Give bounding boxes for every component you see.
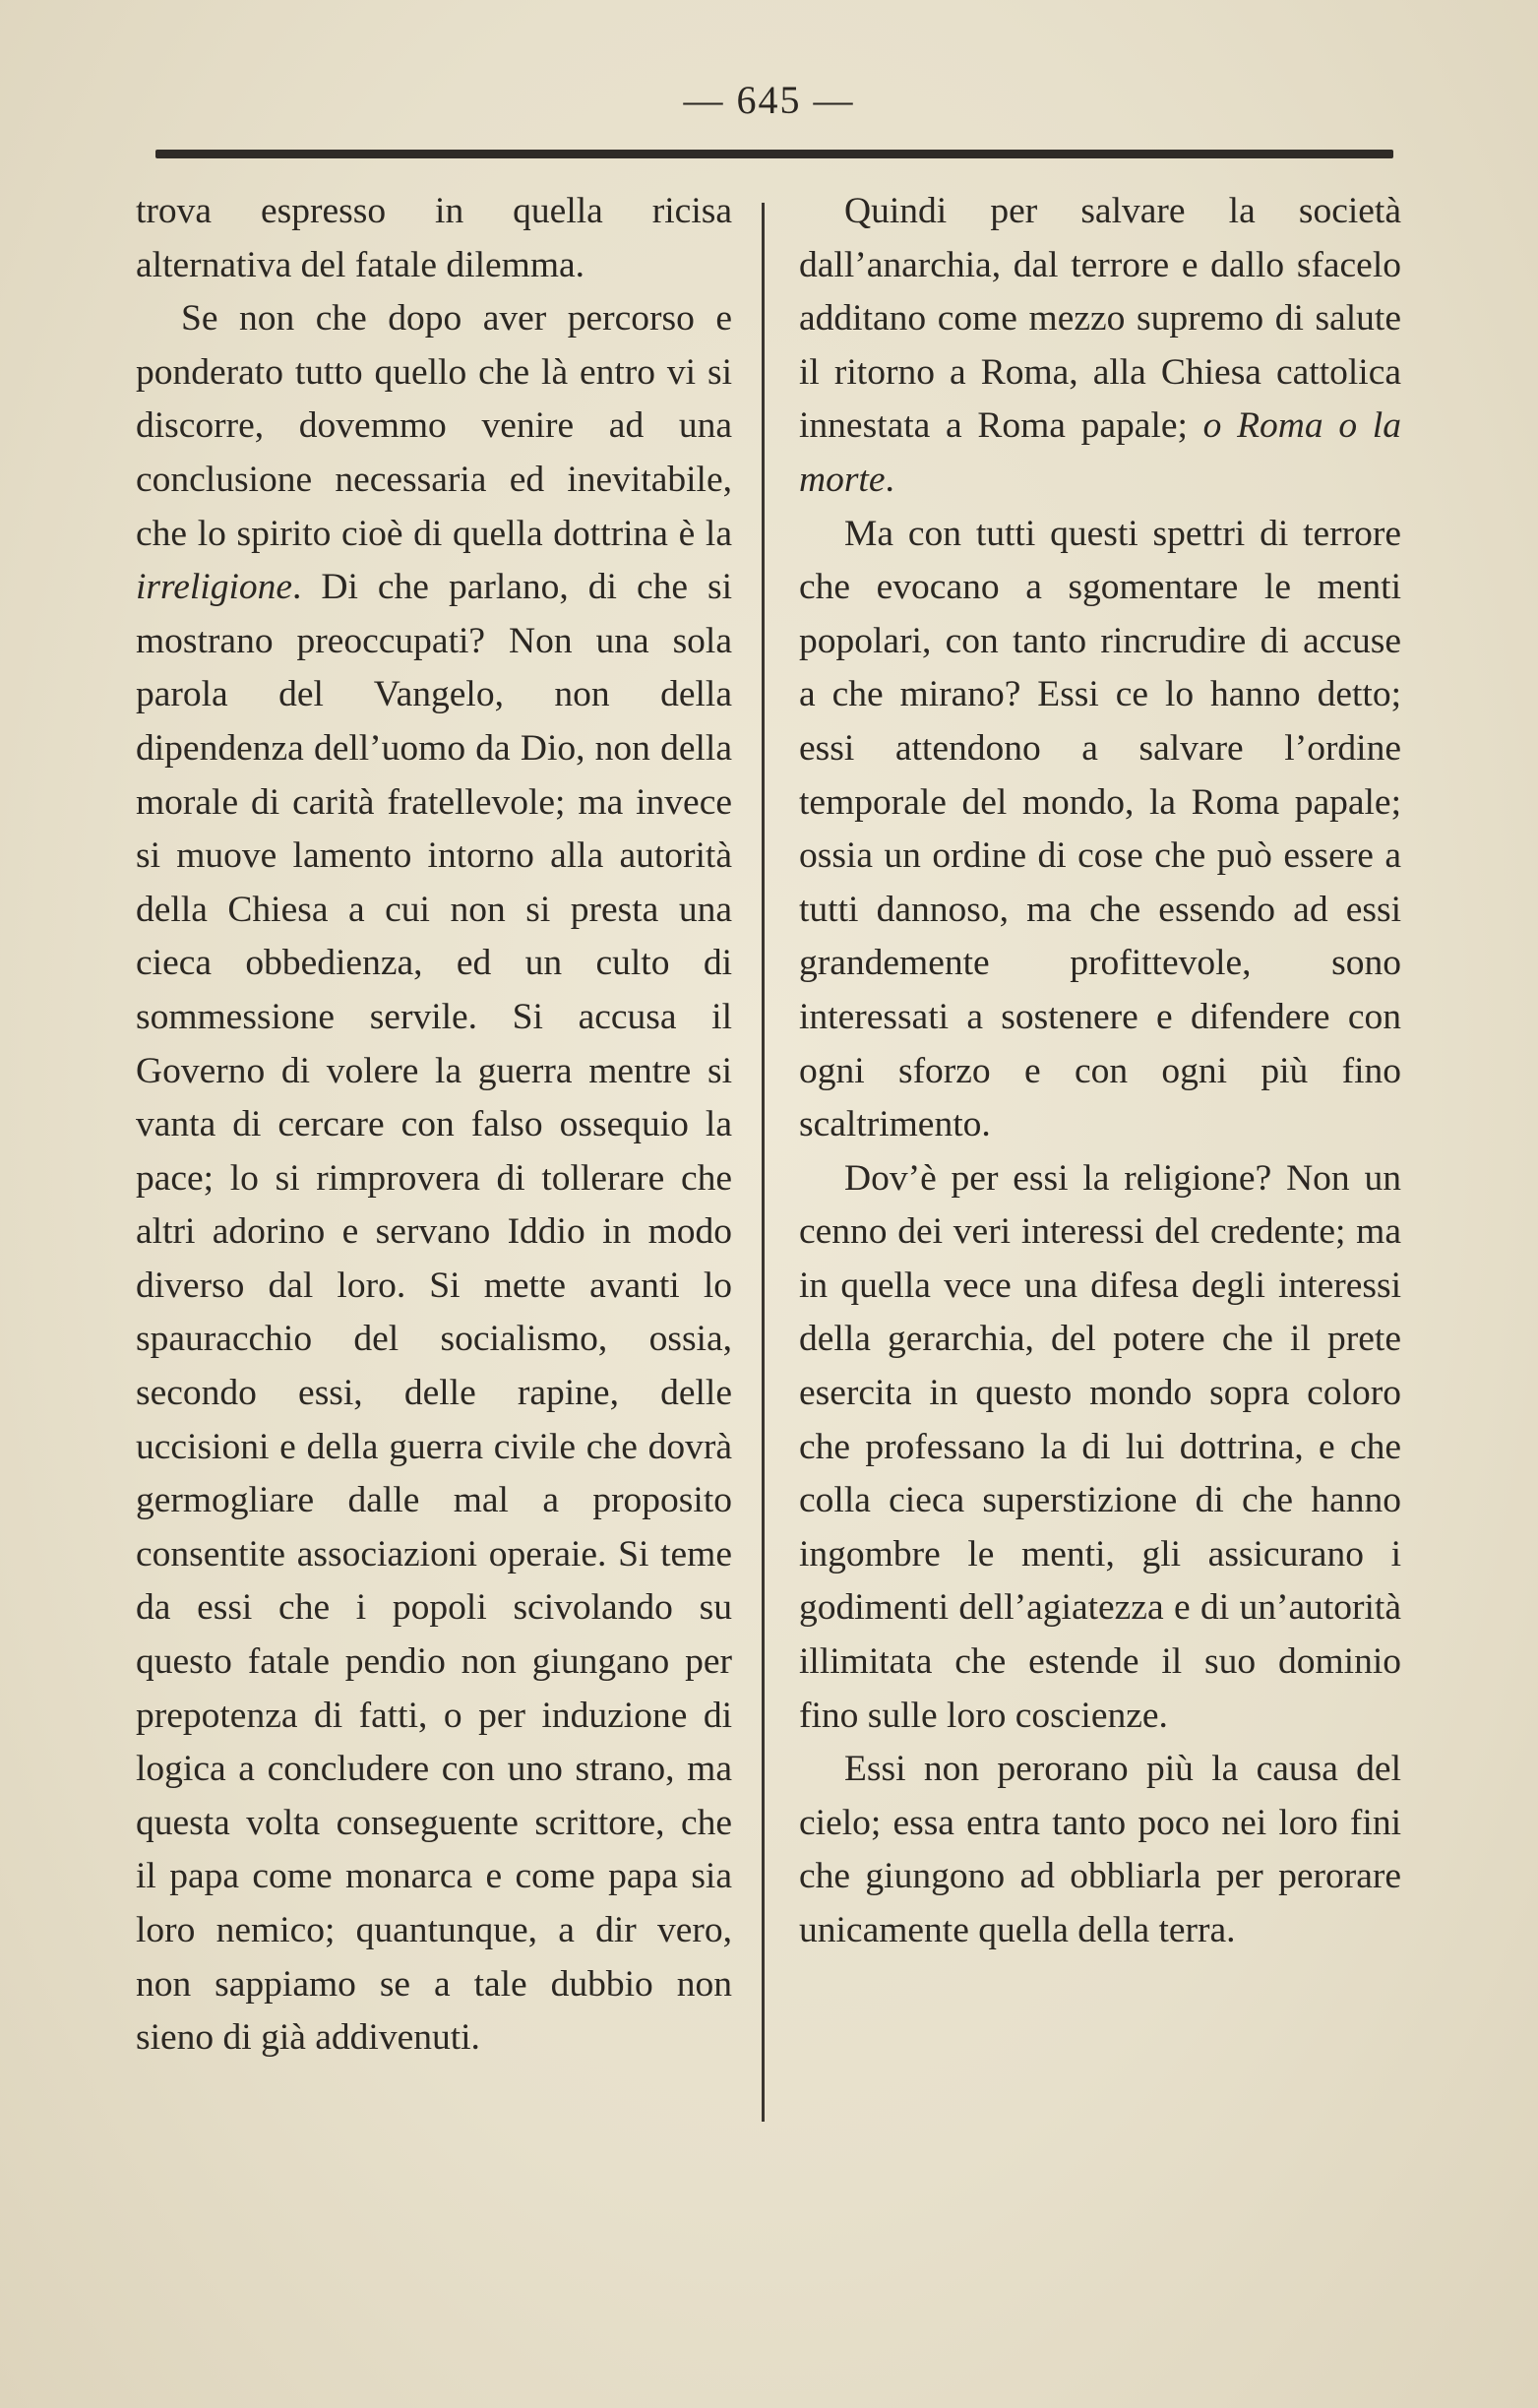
right-column [799, 185, 1401, 1958]
text-run: . Di che parlano, di che si mostrano preoccupati? Non una sola parola del Vangelo, non della dipendenza dell’uomo da Dio, non della morale di carità fratellevole; ma invece si muove lamento intorno alla autorità della Chiesa a cui non si presta una cieca obbedienza, ed un culto di sommessione servile. Si accusa il Governo di volere la guerra mentre si vanta di cercare con falso ossequio la pace; lo si rimprovera di tollerare che altri adorino e servano Iddio in modo diverso dal loro. Si mette avanti lo spauracchio del socialismo, ossia, secondo essi, delle rapine, delle uccisioni e della guerra civile che dovrà germogliare dalle mal a proposito consentite associazioni operaie. Si teme da essi che i popoli scivolando su questo fatale pendio non giungano per prepotenza di fatti, o per induzione di logica a concludere con uno strano, ma questa volta conseguente scrittore, che il papa come monarca e come papa sia loro nemico; quantunque, a dir vero, non sappiamo se a tale dubbio non sieno di già addivenuti. [136, 567, 732, 2059]
paragraph: Essi non perorano più la causa del cielo; essa entra tanto poco nei loro fini che giungono ad obbliarla per perorare unicamente quella della terra. [799, 1749, 1401, 1950]
left-column [136, 185, 732, 2066]
text-run: . [885, 459, 894, 500]
paragraph [799, 185, 1401, 508]
header-rule [155, 150, 1393, 158]
paragraph: trova espresso in quella ricisa alternativa del fatale dilemma. [136, 191, 732, 285]
column-divider [762, 203, 765, 2122]
paragraph [136, 292, 732, 2066]
italic-term: irreligione [136, 567, 293, 608]
paragraph: Dov’è per essi la religione? Non un cenno dei veri interessi del credente; ma in quella vece una difesa degli interessi della gerarchia, del potere che il prete esercita in questo mondo sopra coloro che professano la di lui dottrina, e che colla cieca superstizione di che hanno ingombre le menti, gli assicurano i godimenti dell’agiatezza e di un’autorità illimitata che estende il suo dominio fino sulle loro coscienze. [799, 1157, 1401, 1736]
text-run: Quindi per salvare la società dall’anarchia, dal terrore e dallo sfacelo additano come mezzo supremo di salute il ritorno a Roma, alla Chiesa cattolica innestata a Roma papale; [799, 191, 1401, 447]
text-run: Se non che dopo aver percorso e ponderato tutto quello che là entro vi si discorre, dovemmo venire ad una conclusione necessaria ed inevitabile, che lo spirito cioè di quella dottrina è la [136, 298, 732, 554]
italic-motto: o Roma o la morte [799, 405, 1401, 500]
page-number: — 645 — [683, 78, 855, 122]
paragraph: Ma con tutti questi spettri di terrore che evocano a sgomentare le menti popolari, con tanto rincrudire di accuse a che mirano? Essi ce lo hanno detto; essi attendono a salvare l’ordine temporale del mondo, la Roma papale; ossia un ordine di cose che può essere a tutti dannoso, ma che essendo ad essi grandemente profittevole, sono interessati a sostenere e difendere con ogni sforzo e con ogni più fino scaltrimento. [799, 513, 1401, 1145]
